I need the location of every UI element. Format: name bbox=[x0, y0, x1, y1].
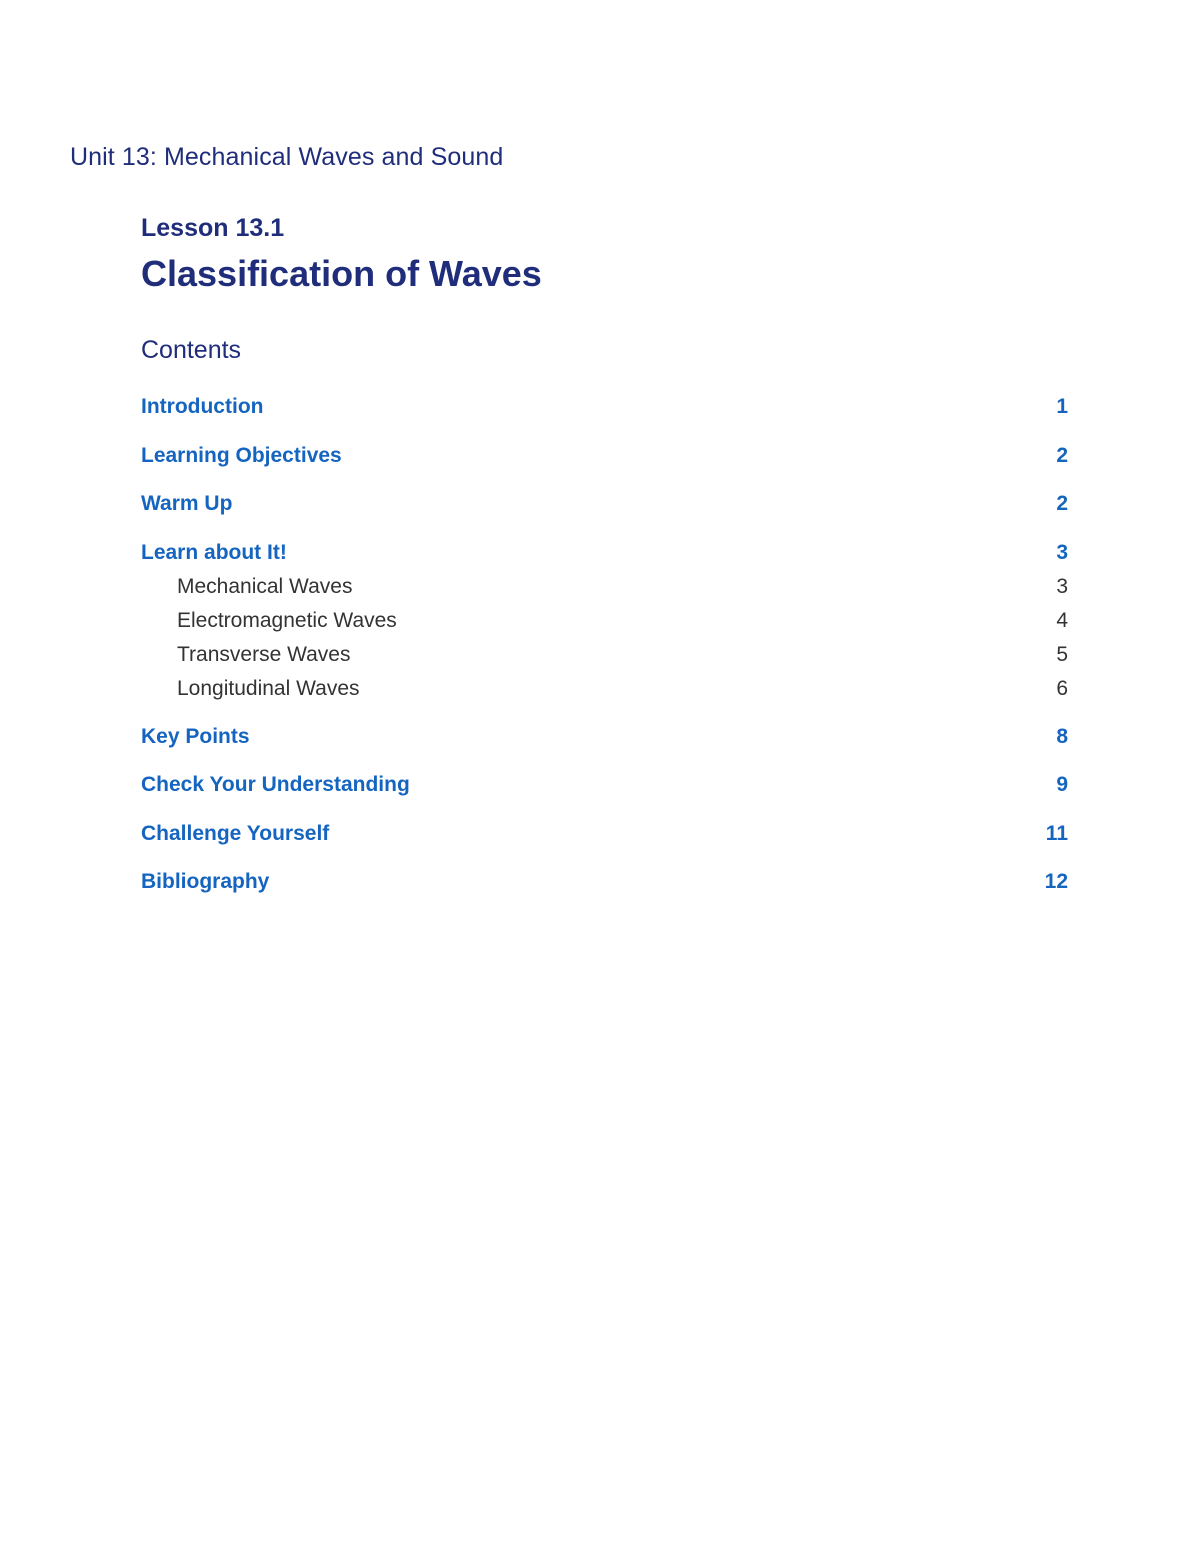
toc-entry-label: Transverse Waves bbox=[177, 643, 351, 666]
toc-entry-key-points[interactable] bbox=[141, 722, 1068, 752]
contents-heading: Contents bbox=[141, 336, 242, 364]
toc-entry-bibliography[interactable] bbox=[141, 867, 1068, 897]
toc-entry-page: 12 bbox=[1044, 870, 1068, 893]
toc-entry-check-your-understanding[interactable] bbox=[141, 770, 1068, 800]
toc-subentry-mechanical-waves[interactable] bbox=[141, 572, 1068, 602]
toc-entry-label: Bibliography bbox=[141, 870, 270, 893]
toc-entry-page: 8 bbox=[1056, 725, 1068, 748]
toc-entry-page: 3 bbox=[1056, 575, 1068, 598]
toc-subentry-electromagnetic-waves[interactable] bbox=[141, 606, 1068, 636]
toc-entry-page: 11 bbox=[1045, 822, 1068, 845]
toc-entry-page: 9 bbox=[1056, 773, 1068, 796]
toc-entry-label: Mechanical Waves bbox=[177, 575, 353, 598]
toc-subentry-transverse-waves[interactable] bbox=[141, 640, 1068, 670]
toc-entry-label: Electromagnetic Waves bbox=[177, 609, 397, 632]
toc-entry-page: 2 bbox=[1056, 492, 1068, 515]
lesson-label: Lesson 13.1 bbox=[141, 214, 285, 242]
toc-entry-label: Introduction bbox=[141, 395, 264, 418]
toc-entry-label: Warm Up bbox=[141, 492, 233, 515]
toc-entry-page: 2 bbox=[1056, 444, 1068, 467]
toc-entry-page: 3 bbox=[1056, 541, 1068, 564]
toc-entry-learning-objectives[interactable] bbox=[141, 441, 1068, 471]
toc-entry-page: 1 bbox=[1056, 395, 1068, 418]
toc-entry-page: 6 bbox=[1056, 677, 1068, 700]
lesson-title: Classification of Waves bbox=[141, 253, 542, 294]
toc-entry-warm-up[interactable] bbox=[141, 489, 1068, 519]
toc-entry-introduction[interactable] bbox=[141, 392, 1068, 422]
toc-entry-page: 5 bbox=[1056, 643, 1068, 666]
unit-title: Unit 13: Mechanical Waves and Sound bbox=[70, 143, 504, 171]
toc-entry-page: 4 bbox=[1056, 609, 1068, 632]
toc-entry-label: Learning Objectives bbox=[141, 444, 342, 467]
toc-entry-learn-about-it[interactable] bbox=[141, 538, 1068, 568]
toc-entry-challenge-yourself[interactable] bbox=[141, 819, 1068, 849]
toc-entry-label: Challenge Yourself bbox=[141, 822, 330, 845]
toc-entry-label: Learn about It! bbox=[141, 541, 287, 564]
toc-entry-label: Key Points bbox=[141, 725, 250, 748]
toc-entry-label: Check Your Understanding bbox=[141, 773, 410, 796]
toc-entry-label: Longitudinal Waves bbox=[177, 677, 360, 700]
toc-subentry-longitudinal-waves[interactable] bbox=[141, 674, 1068, 704]
